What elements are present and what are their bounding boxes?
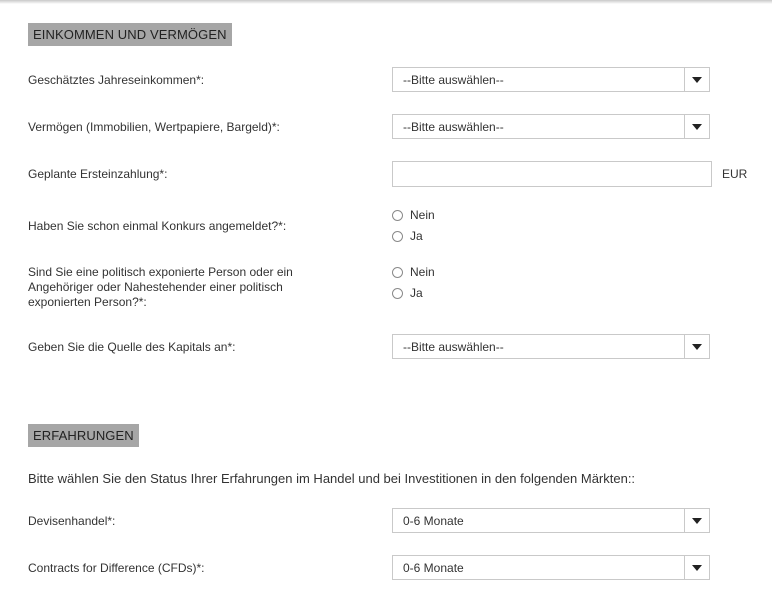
cfds-select[interactable] (392, 555, 710, 580)
bankruptcy-option-ja[interactable] (392, 228, 423, 244)
caret-down-icon (692, 518, 702, 524)
forex-value: 0-6 Monate (403, 514, 464, 528)
initial-deposit-input[interactable] (392, 161, 712, 187)
radio-unchecked-icon[interactable] (392, 288, 403, 299)
experience-intro-text: Bitte wählen Sie den Status Ihrer Erfahrungen im Handel und bei Investitionen in den folgenden Märkten:: (28, 471, 636, 486)
caret-down-icon (692, 565, 702, 571)
caret-down-icon (692, 77, 702, 83)
radio-label: Ja (410, 229, 423, 243)
experience-section-title: ERFAHRUNGEN (28, 424, 139, 447)
assets-select[interactable] (392, 114, 710, 139)
assets-label: Vermögen (Immobilien, Wertpapiere, Bargeld)*: (28, 120, 280, 134)
cfds-dropdown-toggle[interactable] (684, 556, 709, 579)
radio-label: Nein (410, 265, 435, 279)
bankruptcy-label: Haben Sie schon einmal Konkurs angemeldet?*: (28, 219, 287, 233)
capital-source-label: Geben Sie die Quelle des Kapitals an*: (28, 340, 236, 354)
caret-down-icon (692, 344, 702, 350)
currency-unit: EUR (722, 167, 748, 181)
capital-source-value: --Bitte auswählen-- (403, 340, 504, 354)
forex-select[interactable] (392, 508, 710, 533)
annual-income-dropdown-toggle[interactable] (684, 68, 709, 91)
pep-label-line-2: Angehöriger oder Nahestehender einer politisch (28, 280, 283, 294)
radio-label: Ja (410, 286, 423, 300)
pep-label-line-1: Sind Sie eine politisch exponierte Person oder ein (28, 265, 293, 279)
assets-dropdown-toggle[interactable] (684, 115, 709, 138)
pep-label (28, 265, 293, 310)
capital-source-select[interactable] (392, 334, 710, 359)
pep-label-line-3: exponierten Person?*: (28, 295, 147, 309)
annual-income-select[interactable] (392, 67, 710, 92)
caret-down-icon (692, 124, 702, 130)
radio-unchecked-icon[interactable] (392, 210, 403, 221)
annual-income-value: --Bitte auswählen-- (403, 73, 504, 87)
pep-option-ja[interactable] (392, 285, 423, 301)
cfds-label: Contracts for Difference (CFDs)*: (28, 561, 205, 575)
initial-deposit-label: Geplante Ersteinzahlung*: (28, 167, 168, 181)
forex-dropdown-toggle[interactable] (684, 509, 709, 532)
cfds-value: 0-6 Monate (403, 561, 464, 575)
top-shadow (0, 0, 772, 4)
forex-label: Devisenhandel*: (28, 514, 116, 528)
radio-unchecked-icon[interactable] (392, 231, 403, 242)
radio-label: Nein (410, 208, 435, 222)
radio-unchecked-icon[interactable] (392, 267, 403, 278)
pep-option-nein[interactable] (392, 264, 435, 280)
bankruptcy-option-nein[interactable] (392, 207, 435, 223)
annual-income-label: Geschätztes Jahreseinkommen*: (28, 73, 205, 87)
income-section-title: EINKOMMEN UND VERMÖGEN (28, 23, 232, 46)
capital-source-dropdown-toggle[interactable] (684, 335, 709, 358)
assets-value: --Bitte auswählen-- (403, 120, 504, 134)
